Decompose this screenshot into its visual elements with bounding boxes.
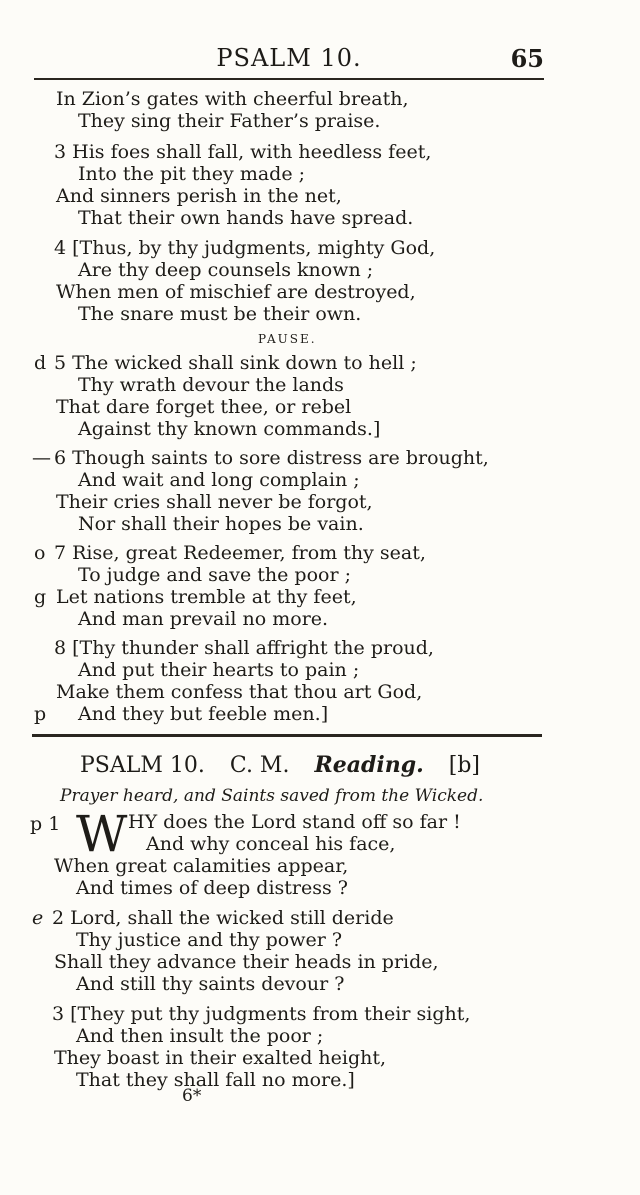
verse-line: Are thy deep counsels known ; — [78, 259, 374, 281]
verse-line: And man prevail no more. — [78, 608, 329, 630]
verse-line: 4 [Thus, by thy judgments, mighty God, — [54, 237, 436, 259]
verse-line: 5 The wicked shall sink down to hell ; — [54, 352, 417, 374]
dynamic-mark: g — [34, 586, 47, 608]
verse-line: That they shall fall no more.] — [76, 1069, 355, 1091]
verse-line: And still thy saints devour ? — [76, 973, 345, 995]
verse-line: 2 Lord, shall the wicked still deride — [52, 907, 394, 929]
verse-line: And wait and long complain ; — [78, 469, 360, 491]
verse-line: Against thy known commands.] — [78, 418, 381, 440]
verse-line: And sinners perish in the net, — [56, 185, 342, 207]
verse-line: 3 His foes shall fall, with heedless feet, — [54, 141, 432, 163]
verse-line: Make them confess that thou art God, — [56, 681, 423, 703]
verse-line: And times of deep distress ? — [76, 877, 348, 899]
dynamic-mark: — — [32, 447, 51, 469]
verse-line: And put their hearts to pain ; — [78, 659, 360, 681]
psalm-heading — [80, 752, 520, 782]
section-rule — [32, 734, 542, 737]
verse-line: In Zion’s gates with cheerful breath, — [56, 88, 409, 110]
verse-line: And why conceal his face, — [146, 833, 396, 855]
page-number: 65 — [510, 44, 544, 73]
psalm-subtitle: Prayer heard, and Saints saved from the Wicked. — [60, 786, 484, 806]
verse-line: Let nations tremble at thy feet, — [56, 586, 357, 608]
verse-line: Thy wrath devour the lands — [78, 374, 344, 396]
psalm-title: PSALM 10. — [80, 753, 205, 778]
signature-mark: 6* — [182, 1086, 202, 1106]
verse-line: That their own hands have spread. — [78, 207, 414, 229]
psalm-meter: C. M. — [229, 753, 290, 778]
verse-line: That dare forget thee, or rebel — [56, 396, 352, 418]
running-header — [34, 40, 544, 74]
header-rule — [34, 78, 544, 80]
verse-line: Shall they advance their heads in pride, — [54, 951, 439, 973]
dynamic-mark: o — [34, 542, 46, 564]
tune-name: Reading. — [314, 752, 424, 778]
verse-line: 8 [Thy thunder shall affright the proud, — [54, 637, 434, 659]
verse-line: They boast in their exalted height, — [54, 1047, 387, 1069]
verse-line: Into the pit they made ; — [78, 163, 306, 185]
verse-line: Nor shall their hopes be vain. — [78, 513, 364, 535]
dynamic-mark: e — [32, 907, 44, 929]
header-title: PSALM 10. — [216, 44, 362, 72]
dynamic-mark: p — [34, 703, 47, 725]
verse-line: They sing their Father’s praise. — [78, 110, 381, 132]
key-mark: [b] — [448, 753, 481, 778]
verse-line: Thy justice and thy power ? — [76, 929, 343, 951]
verse-line: HY does the Lord stand off so far ! — [128, 811, 461, 833]
dynamic-mark: p 1 — [30, 813, 61, 835]
pause-label: PAUSE. — [258, 332, 317, 346]
verse-line: And then insult the poor ; — [76, 1025, 324, 1047]
verse-line: When men of mischief are destroyed, — [56, 281, 416, 303]
verse-line: Their cries shall never be forgot, — [56, 491, 373, 513]
drop-cap: W — [76, 805, 128, 863]
verse-line: 7 Rise, great Redeemer, from thy seat, — [54, 542, 426, 564]
verse-line: 3 [They put thy judgments from their sight, — [52, 1003, 471, 1025]
verse-line: To judge and save the poor ; — [78, 564, 351, 586]
verse-line: When great calamities appear, — [54, 855, 349, 877]
verse-line: 6 Though saints to sore distress are brought, — [54, 447, 489, 469]
verse-line: And they but feeble men.] — [78, 703, 329, 725]
dynamic-mark: d — [34, 352, 47, 374]
verse-line: The snare must be their own. — [78, 303, 362, 325]
